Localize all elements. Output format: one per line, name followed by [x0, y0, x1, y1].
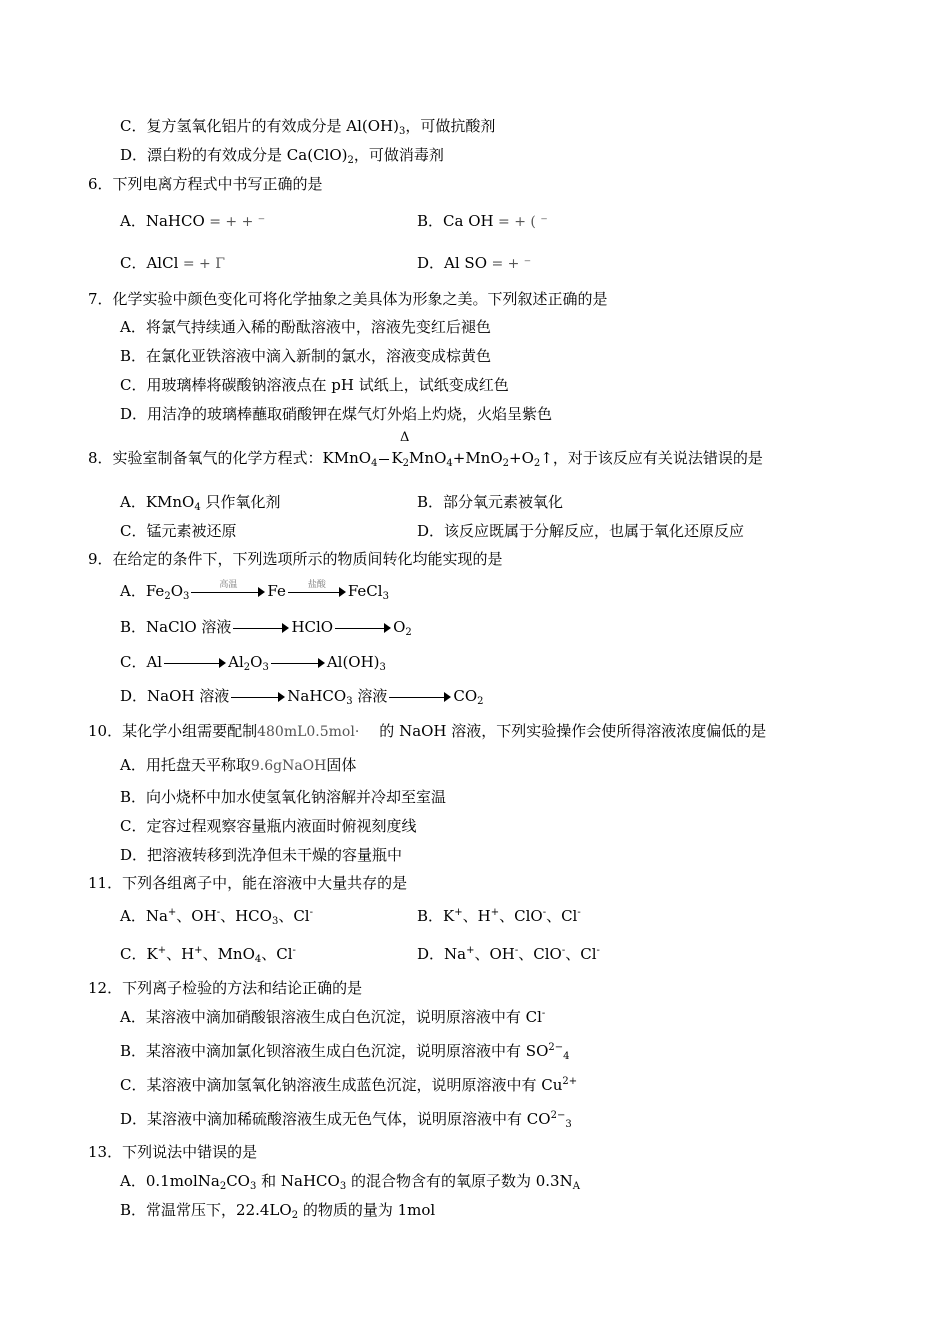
question-7: 7．化学实验中颜色变化可将化学抽象之美具体为形象之美。下列叙述正确的是 — [88, 290, 608, 308]
question-12: 12．下列离子检验的方法和结论正确的是 — [88, 979, 363, 997]
option-6d: D．Al SO = + ⁻ — [417, 254, 532, 272]
reaction-arrow: 高温 — [191, 585, 265, 599]
option-11c: C．K+、H+、MnO$_4$、Cl- — [120, 945, 296, 965]
option-10a: A．用托盘天平称取9.6gNaOH固体 — [120, 756, 357, 774]
option-10b: B．向小烧杯中加水使氢氧化钠溶解并冷却至室温 — [120, 788, 447, 806]
option-9d: D．NaOH 溶液 NaHCO$_3$ 溶液 $CO_2$ — [120, 687, 484, 707]
option-13a: A．$0.1molNa_2CO_3$ 和 NaHCO$_3$ 的混合物含有的氧原子数为 $0.3N_A$ — [120, 1172, 580, 1192]
option-11b: B．K+、H+、ClO-、Cl- — [417, 907, 581, 925]
option-8c: C．锰元素被还原 — [120, 522, 237, 540]
option-5d: D．漂白粉的有效成分是 $Ca(ClO)_2$，可做消毒剂 — [120, 146, 444, 166]
question-9: 9．在给定的条件下，下列选项所示的物质间转化均能实现的是 — [88, 550, 503, 568]
option-11a: A．Na+、OH-、$HCO_3$、Cl- — [120, 907, 313, 927]
question-11: 11．下列各组离子中，能在溶液中大量共存的是 — [88, 874, 408, 892]
option-10c: C．定容过程观察容量瓶内液面时俯视刻度线 — [120, 817, 417, 835]
option-9a: A．$Fe_2O_3$ 高温 Fe 盐酸 FeCl$_3$ — [120, 580, 389, 602]
heat-delta: Δ — [400, 430, 410, 445]
option-7d: D．用洁净的玻璃棒蘸取硝酸钾在煤气灯外焰上灼烧，火焰呈紫色 — [120, 405, 553, 423]
option-6c: C．AlCl = + Γ — [120, 254, 225, 272]
option-12a: A．某溶液中滴加硝酸银溶液生成白色沉淀，说明原溶液中有 Cl- — [120, 1008, 546, 1026]
option-6b: B．Ca OH = + ( ⁻ — [417, 212, 548, 230]
question-10: 10．某化学小组需要配制480mL0.5mol· 的 NaOH 溶液，下列实验操作会使所得溶液浓度偏低的是 — [88, 722, 767, 740]
question-13: 13．下列说法中错误的是 — [88, 1143, 258, 1161]
option-11d: D．Na+、OH-、ClO-、Cl- — [417, 945, 600, 963]
option-7c: C．用玻璃棒将碳酸钠溶液点在 pH 试纸上，试纸变成红色 — [120, 376, 509, 394]
option-5c: C．复方氢氧化铝片的有效成分是 $Al(OH)_3$，可做抗酸剂 — [120, 117, 496, 137]
option-6a: A．NaHCO = + + ⁻ — [120, 212, 266, 230]
option-7a: A．将氯气持续通入稀的酚酞溶液中，溶液先变红后褪色 — [120, 318, 491, 336]
option-12b: B．某溶液中滴加氯化钡溶液生成白色沉淀，说明原溶液中有 $SO^{2-}_4$ — [120, 1042, 570, 1062]
option-10d: D．把溶液转移到洗净但未干燥的容量瓶中 — [120, 846, 403, 864]
option-8b: B．部分氧元素被氧化 — [417, 493, 564, 511]
reaction-arrow — [271, 656, 325, 670]
option-9b: B．NaClO 溶液 HClO $O_2$ — [120, 618, 412, 638]
option-7b: B．在氯化亚铁溶液中滴入新制的氯水，溶液变成棕黄色 — [120, 347, 492, 365]
option-12d: D．某溶液中滴加稀硫酸溶液生成无色气体，说明原溶液中有 $CO^{2-}_3$ — [120, 1110, 572, 1130]
option-8d: D．该反应既属于分解反应，也属于氧化还原反应 — [417, 522, 745, 540]
reaction-arrow — [233, 621, 289, 635]
option-13b: B．常温常压下，$22.4LO_2$ 的物质的量为 1mol — [120, 1201, 436, 1221]
reaction-arrow — [231, 690, 285, 704]
question-8: 8．实验室制备氧气的化学方程式：KMnO$_4$ $K_2MnO_4+MnO_2+O_2↑$，对于该反应有关说法错误的是 — [88, 449, 763, 469]
option-12c: C．某溶液中滴加氢氧化钠溶液生成蓝色沉淀，说明原溶液中有 $Cu^{2+}$ — [120, 1076, 578, 1094]
reaction-arrow — [389, 690, 451, 704]
reaction-arrow — [164, 656, 226, 670]
reaction-arrow: 盐酸 — [288, 585, 346, 599]
option-8a: A．KMnO$_4$ 只作氧化剂 — [120, 493, 281, 513]
question-6: 6．下列电离方程式中书写正确的是 — [88, 175, 323, 193]
reaction-arrow — [335, 621, 391, 635]
option-9c: C．Al $Al_2O_3$ $Al(OH)_3$ — [120, 653, 386, 673]
